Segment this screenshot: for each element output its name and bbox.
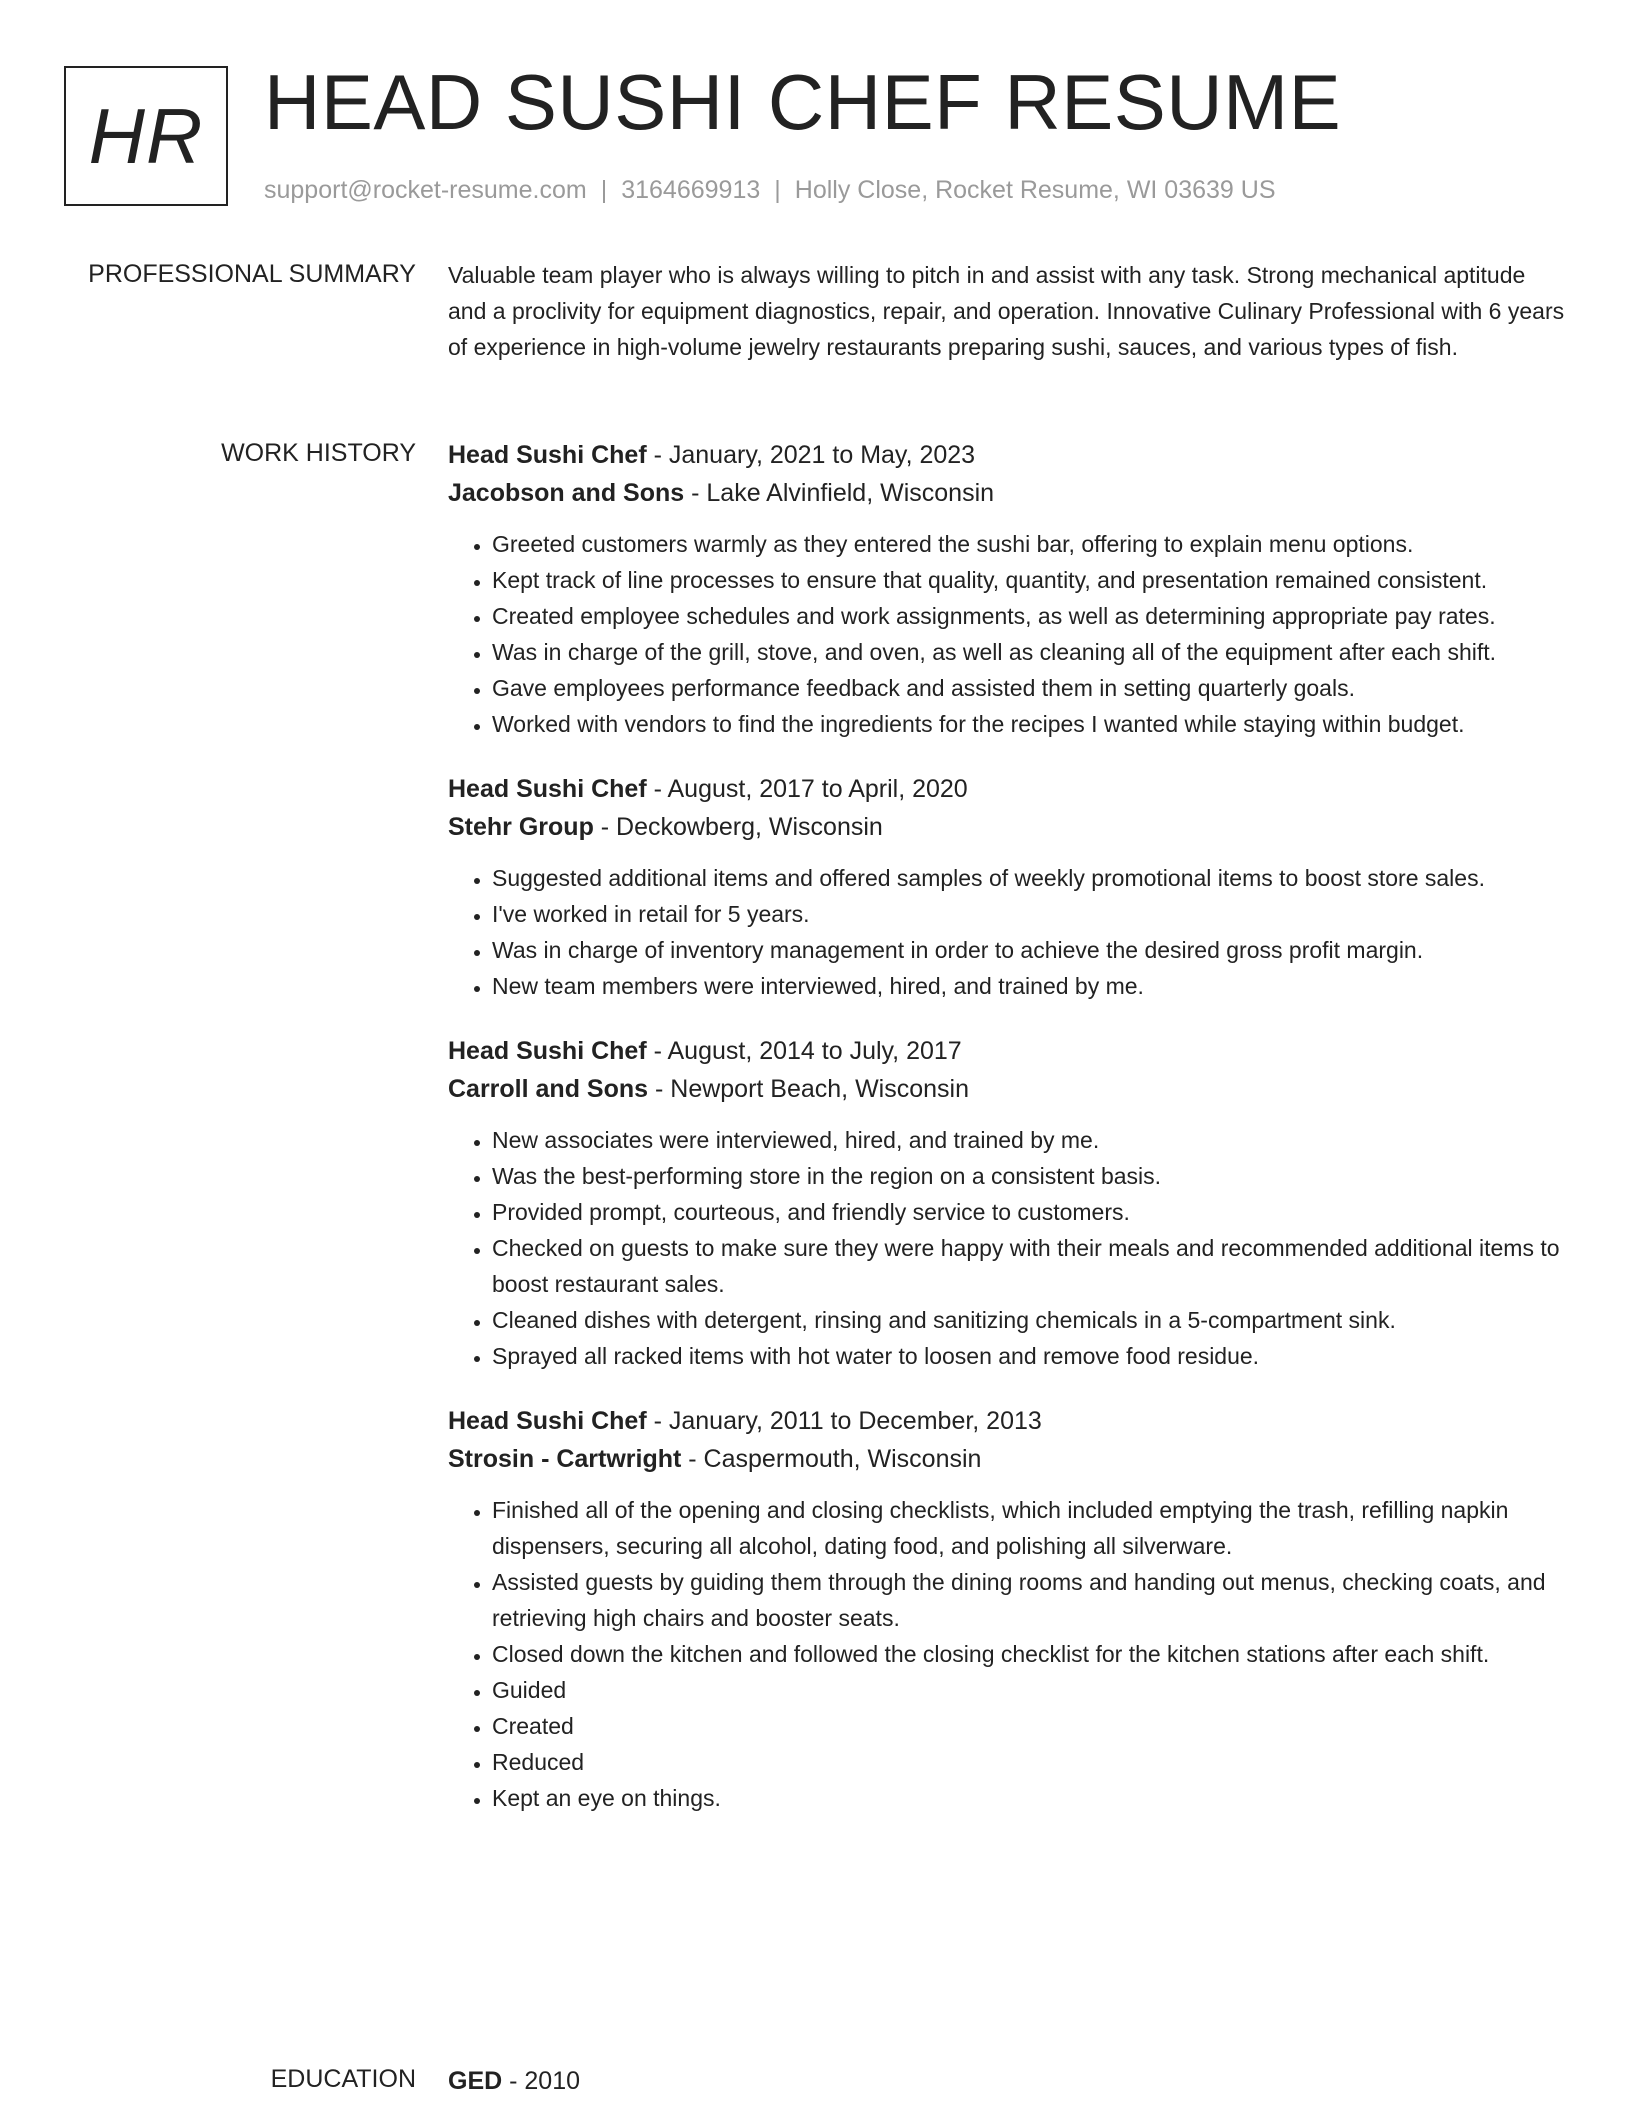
- duty-item: • New team members were interviewed, hired, and trained by me.: [492, 968, 1568, 1004]
- contact-separator: |: [774, 176, 781, 204]
- duty-item: • Assisted guests by guiding them through the dining rooms and handing out menus, checking coats, and retrieving high chairs and booster seats.: [492, 1564, 1568, 1636]
- duty-item: • Reduced: [492, 1744, 1568, 1780]
- job-entry: [448, 436, 1568, 742]
- duty-item: • Created employee schedules and work assignments, as well as determining appropriate pay rates.: [492, 598, 1568, 634]
- duty-item: • Was in charge of the grill, stove, and oven, as well as cleaning all of the equipment after each shift.: [492, 634, 1568, 670]
- contact-email[interactable]: support@rocket-resume.com: [264, 176, 587, 204]
- duty-item: • Provided prompt, courteous, and friendly service to customers.: [492, 1194, 1568, 1230]
- job-dates: - January, 2011 to December, 2013: [646, 1407, 1042, 1435]
- summary-text: Valuable team player who is always willing to pitch in and assist with any task. Strong mechanical aptitude and a proclivity for equipment diagnostics, repair, and operation. Innovative Culinary Professional with 6 years of experience in high-volume jewelry restaurants preparing sushi, sauces, and various types of fish.: [448, 262, 1565, 360]
- job-company: Stehr Group: [448, 813, 594, 841]
- job-duties-list: [448, 526, 1568, 742]
- job-location: - Deckowberg, Wisconsin: [593, 813, 883, 841]
- job-title: Head Sushi Chef: [448, 1407, 647, 1435]
- job-entry: [448, 1032, 1568, 1374]
- duty-item: • Closed down the kitchen and followed the closing checklist for the kitchen stations after each shift.: [492, 1636, 1568, 1672]
- job-title-line: [448, 1402, 1568, 1440]
- section-heading-education: EDUCATION: [270, 2065, 416, 2093]
- job-title: Head Sushi Chef: [448, 775, 647, 803]
- section-heading-summary: PROFESSIONAL SUMMARY: [88, 260, 416, 288]
- job-location: - Caspermouth, Wisconsin: [681, 1445, 982, 1473]
- job-company-line: [448, 808, 1568, 846]
- contact-address: Holly Close, Rocket Resume, WI 03639 US: [794, 176, 1276, 204]
- job-title-line: [448, 1032, 1568, 1070]
- duty-item: • Greeted customers warmly as they entered the sushi bar, offering to explain menu options.: [492, 526, 1568, 562]
- duty-item: • Was in charge of inventory management in order to achieve the desired gross profit margin.: [492, 932, 1568, 968]
- duty-item: • Kept an eye on things.: [492, 1780, 1568, 1816]
- duty-item: • Gave employees performance feedback and assisted them in setting quarterly goals.: [492, 670, 1568, 706]
- job-dates: - January, 2021 to May, 2023: [646, 441, 976, 469]
- job-title-line: [448, 770, 1568, 808]
- duty-item: • Was the best-performing store in the region on a consistent basis.: [492, 1158, 1568, 1194]
- job-dates: - August, 2017 to April, 2020: [646, 775, 968, 803]
- contact-separator: |: [600, 176, 608, 204]
- job-entry: [448, 770, 1568, 1004]
- section-heading-work-history: WORK HISTORY: [221, 439, 416, 467]
- job-company-line: [448, 474, 1568, 512]
- job-company: Carroll and Sons: [448, 1075, 649, 1103]
- duty-item: • Worked with vendors to find the ingredients for the recipes I wanted while staying within budget.: [492, 706, 1568, 742]
- duty-item: • Kept track of line processes to ensure that quality, quantity, and presentation remained consistent.: [492, 562, 1568, 598]
- job-location: - Lake Alvinfield, Wisconsin: [684, 479, 995, 507]
- duty-item: • Created: [492, 1708, 1568, 1744]
- job-duties-list: [448, 860, 1568, 1004]
- education-year: - 2010: [502, 2067, 581, 2095]
- duty-item: • Checked on guests to make sure they were happy with their meals and recommended additional items to boost restaurant sales.: [492, 1230, 1568, 1302]
- education-degree: GED: [448, 2067, 503, 2095]
- job-entry: [448, 1402, 1568, 1816]
- duty-item: • Finished all of the opening and closing checklists, which included emptying the trash, refilling napkin dispensers, securing all alcohol, dating food, and polishing all silverware.: [492, 1492, 1568, 1564]
- page-title: HEAD SUSHI CHEF RESUME: [264, 58, 1342, 146]
- job-title: Head Sushi Chef: [448, 1037, 647, 1065]
- job-company-line: [448, 1070, 1568, 1108]
- job-location: - Newport Beach, Wisconsin: [648, 1075, 969, 1103]
- job-title: Head Sushi Chef: [448, 441, 647, 469]
- job-company: Strosin - Cartwright: [448, 1445, 682, 1473]
- summary-body: [448, 257, 1568, 365]
- job-company: Jacobson and Sons: [448, 479, 685, 507]
- duty-item: • I've worked in retail for 5 years.: [492, 896, 1568, 932]
- job-duties-list: [448, 1492, 1568, 1816]
- duty-item: • Suggested additional items and offered samples of weekly promotional items to boost store sales.: [492, 860, 1568, 896]
- job-duties-list: [448, 1122, 1568, 1374]
- contact-line: [264, 174, 1276, 206]
- duty-item: • New associates were interviewed, hired, and trained by me.: [492, 1122, 1568, 1158]
- monogram: HR: [64, 66, 228, 206]
- contact-phone: 3164669913: [621, 176, 761, 204]
- job-title-line: [448, 436, 1568, 474]
- education-entry: [448, 2062, 1568, 2100]
- job-dates: - August, 2014 to July, 2017: [646, 1037, 962, 1065]
- duty-item: • Guided: [492, 1672, 1568, 1708]
- duty-item: • Cleaned dishes with detergent, rinsing and sanitizing chemicals in a 5-compartment sink.: [492, 1302, 1568, 1338]
- education-body: [448, 2062, 1568, 2100]
- duty-item: • Sprayed all racked items with hot water to loosen and remove food residue.: [492, 1338, 1568, 1374]
- work-history-body: [448, 436, 1568, 1844]
- job-company-line: [448, 1440, 1568, 1478]
